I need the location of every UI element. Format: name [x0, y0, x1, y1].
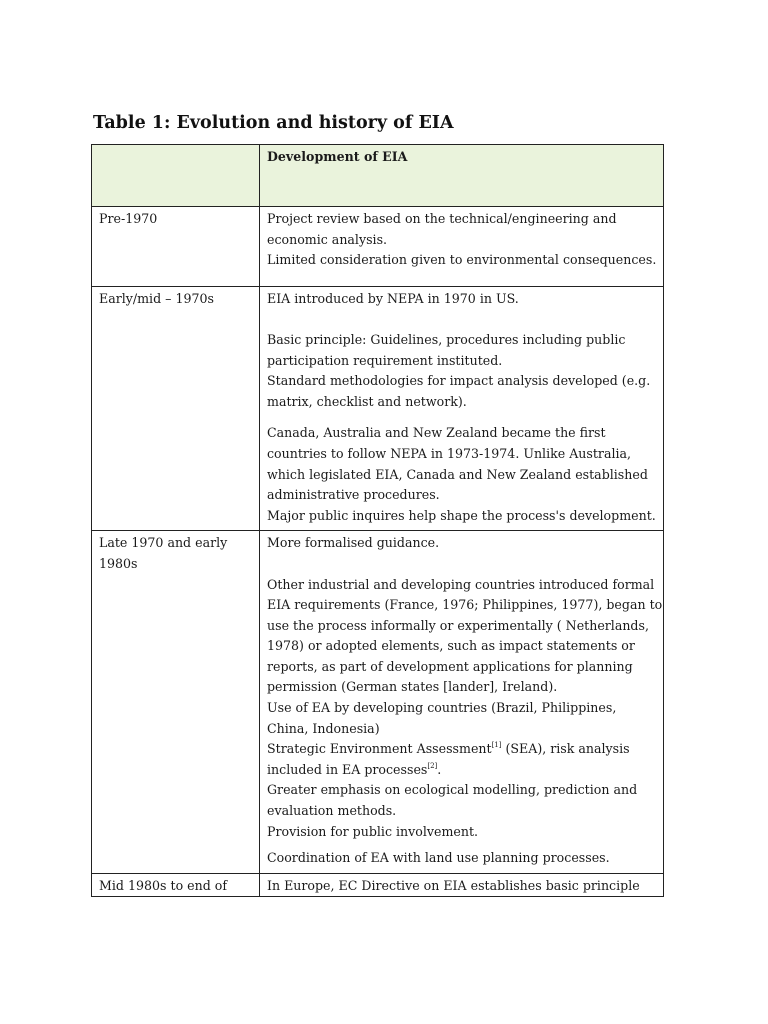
development-text: use the process informally or experimentally ( Netherlands,	[267, 617, 649, 633]
development-text: evaluation methods.	[267, 803, 397, 819]
footnote-ref-2[interactable]: [2]	[427, 761, 438, 770]
period-text: Pre-1970	[99, 211, 158, 226]
development-text: which legislated EIA, Canada and New Zealand established	[267, 466, 648, 482]
development-text	[267, 739, 659, 760]
development-text: Limited consideration given to environmental consequences.	[267, 252, 657, 268]
footnote-ref-1[interactable]: [1]	[491, 741, 502, 750]
development-text: matrix, checklist and network).	[267, 393, 467, 409]
text-segment: (SEA), risk analysis	[501, 741, 630, 757]
development-text: Major public inquires help shape the process's development.	[267, 507, 656, 523]
development-text	[267, 760, 659, 781]
development-cell	[260, 207, 664, 287]
table-title: Table 1: Evolution and history of EIA	[93, 113, 454, 133]
development-text: EIA introduced by NEPA in 1970 in US.	[267, 290, 519, 306]
development-text: Standard methodologies for impact analysis developed (e.g.	[267, 373, 651, 389]
period-text: Mid 1980s to end of	[99, 877, 228, 893]
development-text: countries to follow NEPA in 1973-1974. Unlike Australia,	[267, 445, 632, 461]
period-text: 1980s	[99, 555, 138, 571]
development-text: economic analysis.	[267, 231, 388, 247]
blank-line	[267, 309, 659, 330]
text-segment: Strategic Environment Assessment	[267, 741, 492, 757]
development-text: Provision for public involvement.	[267, 823, 479, 839]
paragraph-gap	[267, 271, 659, 282]
period-cell	[92, 286, 260, 531]
development-text: Other industrial and developing countries introduced formal	[267, 576, 655, 592]
text-segment: included in EA processes	[267, 761, 428, 777]
development-text: Greater emphasis on ecological modelling, prediction and	[267, 782, 638, 798]
development-cell	[260, 531, 664, 874]
development-text: Canada, Australia and New Zealand became the first	[267, 425, 606, 441]
development-text: EIA requirements (France, 1976; Philippines, 1977), began to	[267, 597, 663, 613]
header-period-cell	[92, 145, 260, 207]
period-cell	[92, 207, 260, 287]
table-header-row	[92, 145, 664, 207]
development-text: participation requirement instituted.	[267, 352, 503, 368]
text-segment: .	[437, 761, 442, 777]
blank-line	[267, 554, 659, 575]
development-cell	[260, 873, 664, 897]
eia-history-table	[91, 144, 664, 897]
development-cell	[260, 286, 664, 531]
table-row	[92, 207, 664, 287]
table-row	[92, 873, 664, 897]
period-text: Early/mid – 1970s	[99, 290, 214, 306]
table-row	[92, 531, 664, 874]
period-text: Late 1970 and early	[99, 535, 228, 551]
development-text: 1978) or adopted elements, such as impact statements or	[267, 638, 635, 654]
development-text: China, Indonesia)	[267, 720, 380, 736]
development-text: Project review based on the technical/engineering and	[267, 211, 617, 226]
development-text: permission (German states [lander], Ireland).	[267, 679, 558, 695]
table-row	[92, 286, 664, 531]
development-text: Use of EA by developing countries (Brazil, Philippines,	[267, 700, 617, 716]
development-text: administrative procedures.	[267, 487, 440, 503]
development-text: reports, as part of development applications for planning	[267, 658, 633, 674]
header-development-cell: Development of EIA	[260, 145, 664, 207]
development-text: Coordination of EA with land use planning processes.	[267, 850, 610, 866]
development-text: Basic principle: Guidelines, procedures including public	[267, 331, 626, 347]
period-cell	[92, 873, 260, 897]
period-cell	[92, 531, 260, 874]
development-text: More formalised guidance.	[267, 535, 440, 551]
paragraph-gap	[267, 412, 659, 423]
development-text: In Europe, EC Directive on EIA establishes basic principle	[267, 877, 640, 893]
